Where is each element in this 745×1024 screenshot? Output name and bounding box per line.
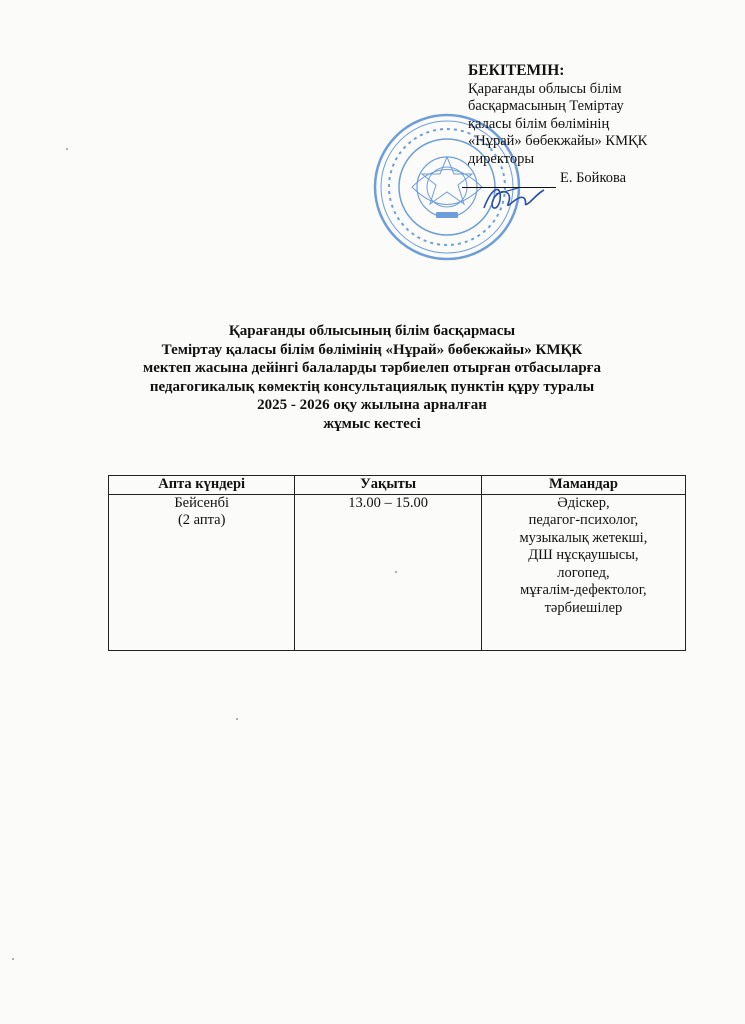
day-name: Бейсенбі	[174, 494, 230, 511]
approval-heading: БЕКІТЕМІН:	[468, 62, 565, 79]
header-weekdays: Апта күндері	[109, 476, 295, 495]
approval-line: директоры	[468, 150, 535, 167]
specialist-item: педагог-психолог,	[528, 512, 639, 528]
title-line: жұмыс кестесі	[323, 415, 421, 432]
title-line: педагогикалық көмектің консультациялық пунктін құру туралы	[149, 378, 595, 395]
scan-speck	[395, 571, 397, 573]
approval-line: «Нұрай» бөбекжайы» КМҚК	[468, 133, 648, 149]
signer-name: Е. Бойкова	[560, 170, 627, 186]
header-time: Уақыты	[295, 476, 481, 495]
scan-speck	[236, 718, 238, 720]
document-title	[100, 322, 644, 433]
approval-line: қаласы білім бөлімінің	[468, 115, 610, 132]
title-line: Қарағанды облысының білім басқармасы	[228, 323, 516, 339]
specialist-item: ДШ нұсқаушысы,	[528, 547, 639, 563]
day-frequency: (2 апта)	[177, 512, 226, 528]
title-line: 2025 - 2026 оқу жылына арналған	[257, 397, 487, 413]
approval-line: Қарағанды облысы білім	[468, 80, 622, 97]
specialist-item: музыкалық жетекші,	[519, 529, 648, 546]
cell-specialists	[481, 494, 685, 650]
table-header-row	[109, 476, 686, 495]
signature-line	[462, 170, 728, 188]
approval-block	[468, 62, 728, 188]
specialist-item: Әдіскер,	[557, 494, 610, 511]
schedule-table	[108, 475, 686, 651]
scan-speck	[12, 958, 14, 960]
table-row	[109, 494, 686, 650]
cell-day	[109, 494, 295, 650]
signature-blank	[462, 173, 556, 188]
scan-speck	[66, 148, 68, 150]
specialist-item: мұғалім-дефектолог,	[520, 582, 647, 598]
time-range: 13.00 – 15.00	[348, 494, 428, 511]
specialist-item: логопед,	[557, 564, 610, 581]
specialist-item: тәрбиешілер	[544, 599, 623, 616]
title-line: мектеп жасына дейінгі балаларды тәрбиелеп отырған отбасыларға	[143, 360, 601, 376]
approval-line: басқармасының Теміртау	[468, 98, 624, 114]
title-line: Теміртау қаласы білім бөлімінің «Нұрай» бөбекжайы» КМҚК	[161, 341, 583, 358]
header-specialists: Мамандар	[481, 476, 685, 495]
cell-time	[295, 494, 481, 650]
